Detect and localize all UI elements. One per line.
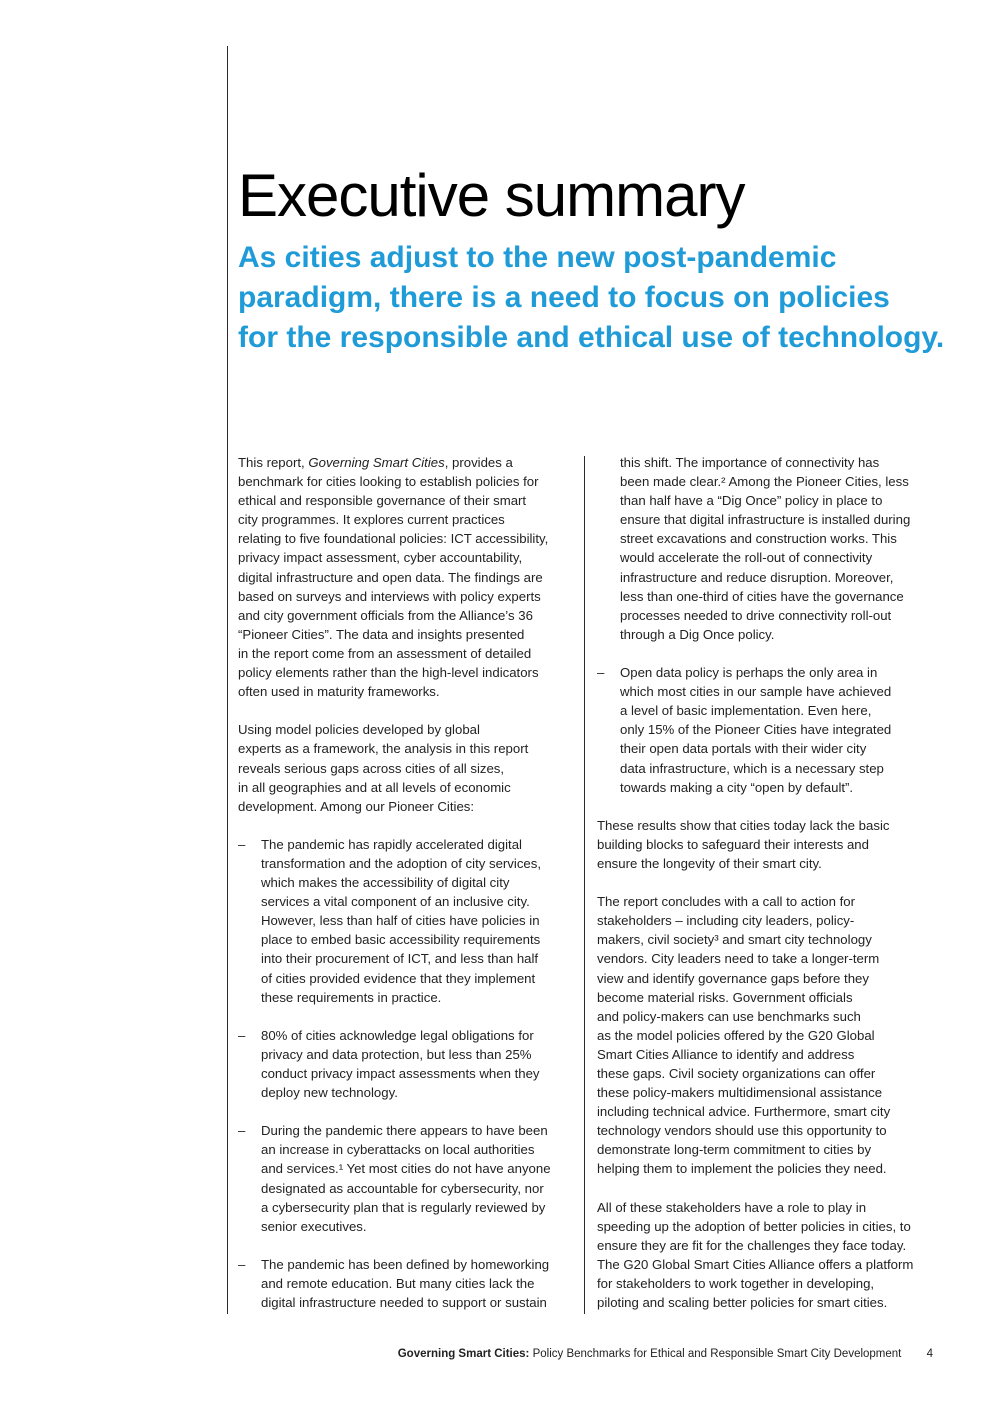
text-line: – During the pandemic there appears to have been <box>261 1123 548 1139</box>
text-line: development. Among our Pioneer Cities: <box>238 798 475 814</box>
text-line: relating to five foundational policies: ICT accessibility, <box>238 531 549 547</box>
text-line: processes needed to drive connectivity roll-out <box>620 607 892 623</box>
text-line: services a vital component of an inclusive city. <box>261 894 530 910</box>
text-line: into their procurement of ICT, and less than half <box>261 951 539 967</box>
text-line: This report, Governing Smart Cities, provides a <box>238 455 513 470</box>
text-line: The G20 Global Smart Cities Alliance offers a platform <box>597 1256 914 1272</box>
text-line: However, less than half of cities have policies in <box>261 913 540 929</box>
text-line: vendors. City leaders need to take a longer-term <box>597 951 880 967</box>
bullet-digital-infrastructure-continued <box>597 453 937 644</box>
text-line: – The pandemic has rapidly accelerated digital <box>261 836 522 852</box>
text-line: The report concludes with a call to action for <box>597 894 856 910</box>
text-line: and policy-makers can use benchmarks such <box>597 1008 861 1024</box>
text-line: including technical advice. Furthermore, smart city <box>597 1104 891 1120</box>
text-line: which most cities in our sample have achieved <box>620 684 892 700</box>
subtitle-line: As cities adjust to the new post-pandemic <box>238 241 837 274</box>
text-line: of cities provided evidence that they implement <box>261 970 536 986</box>
text-line: Smart Cities Alliance to identify and address <box>597 1046 855 1062</box>
text-line: these requirements in practice. <box>261 989 442 1005</box>
text-line: technology vendors should use this opportunity to <box>597 1123 887 1139</box>
subtitle-line: paradigm, there is a need to focus on policies <box>238 281 890 314</box>
text-line: – Open data policy is perhaps the only area in <box>620 665 878 681</box>
text-line: as the model policies offered by the G20 Global <box>597 1027 875 1043</box>
text-line: these policy-makers multidimensional assistance <box>597 1085 883 1101</box>
text-line: towards making a city “open by default”. <box>620 779 854 795</box>
text-line: this shift. The importance of connectivity has <box>620 455 880 470</box>
text-line: makers, civil society³ and smart city technology <box>597 932 872 948</box>
text-line: experts as a framework, the analysis in this report <box>238 741 529 757</box>
column-divider-rule <box>584 456 585 1314</box>
text-line: “Pioneer Cities”. The data and insights presented <box>238 626 525 642</box>
text-line: designated as accountable for cybersecurity, nor <box>261 1180 544 1196</box>
text-line: view and identify governance gaps before they <box>597 970 869 986</box>
results-paragraph <box>597 816 937 873</box>
text-line: would accelerate the roll-out of connectivity <box>620 550 873 566</box>
text-line: often used in maturity frameworks. <box>238 684 440 700</box>
text-line: deploy new technology. <box>261 1085 398 1101</box>
text-line: only 15% of the Pioneer Cities have integrated <box>620 722 892 738</box>
report-name-italic: Governing Smart Cities <box>308 455 445 470</box>
text-line: transformation and the adoption of city services, <box>261 855 542 871</box>
intro-paragraph <box>238 453 578 701</box>
text-line: been made clear.² Among the Pioneer Cities, less <box>620 474 909 490</box>
text-line: place to embed basic accessibility requirements <box>261 932 541 948</box>
left-vertical-rule <box>227 46 228 1314</box>
text-line: and services.¹ Yet most cities do not have anyone <box>261 1161 551 1177</box>
text-line: piloting and scaling better policies for smart cities. <box>597 1295 888 1311</box>
text-line: less than one-third of cities have the governance <box>620 588 904 604</box>
model-policies-paragraph <box>238 720 578 815</box>
text-line: data infrastructure, which is a necessary step <box>620 760 884 776</box>
text-line: and city government officials from the Alliance’s 36 <box>238 607 533 623</box>
text-line: their open data portals with their wider city <box>620 741 867 757</box>
bullet-accessibility <box>238 835 578 1007</box>
text-line: conduct privacy impact assessments when they <box>261 1066 540 1081</box>
text-line: demonstrate long-term commitment to cities by <box>597 1142 872 1158</box>
right-text-column <box>597 453 937 1312</box>
text-line: and remote education. But many cities lack the <box>261 1276 535 1292</box>
text-line: which makes the accessibility of digital city <box>261 875 510 891</box>
text-line: Using model policies developed by global <box>238 722 480 738</box>
bullet-digital-infrastructure <box>238 1255 578 1312</box>
text-line: city programmes. It explores current practices <box>238 512 505 528</box>
text-line: – The pandemic has been defined by homeworking <box>261 1256 550 1272</box>
text-line: privacy impact assessment, cyber accountability, <box>238 550 523 566</box>
text-line: become material risks. Government officials <box>597 989 853 1005</box>
text-line: street excavations and construction works. This <box>620 531 897 547</box>
subtitle-line: for the responsible and ethical use of technology. <box>238 321 945 354</box>
text-line: helping them to implement the policies they need. <box>597 1161 887 1177</box>
text-line: reveals serious gaps across cities of all sizes, <box>238 760 505 776</box>
page-number: 4 <box>926 1348 933 1360</box>
text-line: these gaps. Civil society organizations can offer <box>597 1066 876 1081</box>
text-line: digital infrastructure needed to support or sustain <box>261 1295 547 1311</box>
footer-report-subtitle: Policy Benchmarks for Ethical and Responsible Smart City Development <box>532 1348 902 1360</box>
text-line: – 80% of cities acknowledge legal obligations for <box>261 1027 534 1043</box>
text-line: a cybersecurity plan that is regularly reviewed by <box>261 1199 546 1215</box>
text-line: stakeholders – including city leaders, policy- <box>597 913 855 929</box>
conclusion-paragraph <box>597 892 937 1178</box>
bullet-privacy <box>238 1026 578 1102</box>
bullet-cybersecurity <box>238 1121 578 1236</box>
text-line: a level of basic implementation. Even here, <box>620 703 872 719</box>
footer-report-title: Governing Smart Cities: <box>397 1348 530 1360</box>
text-line: ethical and responsible governance of their smart <box>238 493 527 509</box>
page-footer <box>398 1347 933 1361</box>
text-line: policy elements rather than the high-level indicators <box>238 665 539 681</box>
text-line: All of these stakeholders have a role to play in <box>597 1199 867 1215</box>
page-subtitle <box>238 238 958 358</box>
text-line: in the report come from an assessment of detailed <box>238 645 532 661</box>
page-title: Executive summary <box>238 162 745 229</box>
text-line: for stakeholders to work together in developing, <box>597 1276 875 1292</box>
text-line: privacy and data protection, but less than 25% <box>261 1046 532 1062</box>
text-line: digital infrastructure and open data. The findings are <box>238 569 543 585</box>
text-line: These results show that cities today lack the basic <box>597 817 890 833</box>
text-line: through a Dig Once policy. <box>620 626 775 642</box>
text-line: ensure they are fit for the challenges they face today. <box>597 1237 907 1253</box>
text-line: speeding up the adoption of better policies in cities, to <box>597 1218 911 1234</box>
text-line: benchmark for cities looking to establish policies for <box>238 474 539 490</box>
text-line: based on surveys and interviews with policy experts <box>238 588 541 604</box>
text-line: than half have a “Dig Once” policy in place to <box>620 493 883 509</box>
text-line: ensure the longevity of their smart city. <box>597 855 822 871</box>
text-line: in all geographies and at all levels of economic <box>238 779 511 795</box>
text-line: senior executives. <box>261 1218 367 1234</box>
text-line: building blocks to safeguard their interests and <box>597 836 869 852</box>
text-line: ensure that digital infrastructure is installed during <box>620 512 911 528</box>
stakeholders-paragraph <box>597 1198 937 1313</box>
left-text-column <box>238 453 578 1331</box>
text-line: infrastructure and reduce disruption. Moreover, <box>620 569 894 585</box>
text-line: an increase in cyberattacks on local authorities <box>261 1142 535 1158</box>
bullet-open-data <box>597 663 937 797</box>
